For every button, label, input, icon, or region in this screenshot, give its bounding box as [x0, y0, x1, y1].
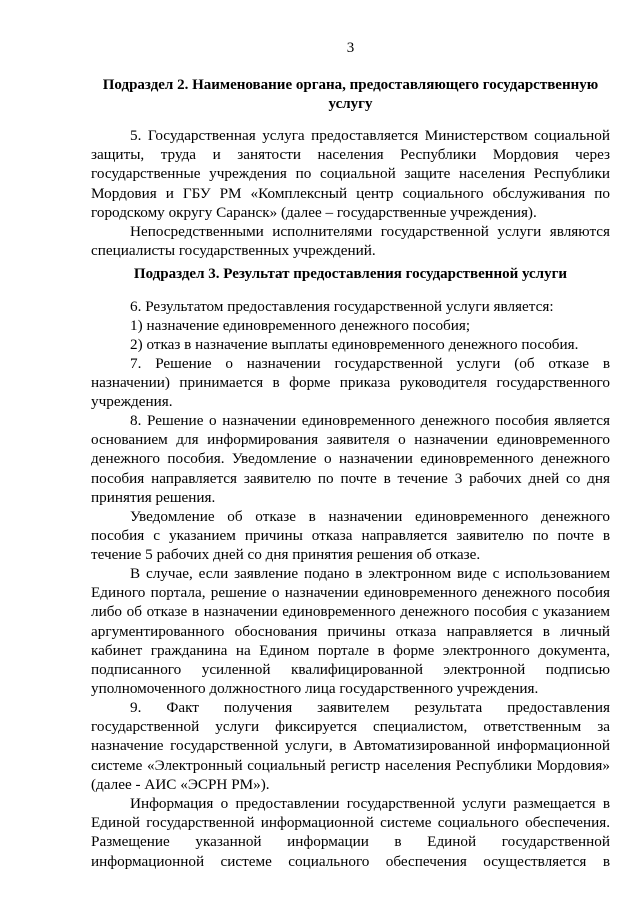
subsection-2-heading	[91, 76, 610, 114]
text-line: государственной услуги фиксируется специалистом, ответственным за	[91, 718, 610, 736]
text-line: 7. Решение о назначении государственной услуги (об отказе в	[130, 355, 610, 372]
text-line: уполномоченного должностного лица государственного учреждения.	[91, 680, 539, 698]
paragraph-executors	[91, 222, 610, 260]
heading-line: услугу	[328, 96, 373, 112]
paragraph-9	[91, 698, 610, 794]
text-line: подписанного усиленной квалифицированной электронной подписью	[91, 660, 610, 678]
text-line: учреждения.	[91, 393, 173, 411]
text-line: (далее - АИС «ЭСРН РМ»).	[91, 775, 270, 793]
text-line: защиты, труда и занятости населения Республики Мордовия через	[91, 146, 610, 164]
heading-line: Подраздел 3. Результат предоставления государственной услуги	[133, 266, 568, 282]
text-line: 8. Решение о назначении единовременного денежного пособия является	[130, 412, 610, 429]
text-line: Мордовия и ГБУ РМ «Комплексный центр социального обслуживания по	[91, 184, 610, 202]
text-line: государственные учреждения по социальной защите населения Республики	[91, 165, 610, 183]
text-line: течение 5 рабочих дней со дня принятия решения об отказе.	[91, 546, 481, 564]
text-line: кабинет гражданина на Едином портале в форме электронного документа,	[91, 641, 610, 659]
text-line: пособия направляется заявителю по почте в течение 3 рабочих дней со дня	[91, 469, 610, 487]
page-number: 3	[346, 40, 355, 56]
list-item-1	[91, 316, 610, 335]
text-line: В случае, если заявление подано в электронном виде с использованием	[130, 565, 610, 582]
paragraph-8	[91, 411, 610, 507]
subsection-3-heading	[91, 265, 610, 284]
text-line: 2) отказ в назначение выплаты единовременного денежного пособия.	[130, 336, 579, 353]
heading-line: Подраздел 2. Наименование органа, предоставляющего государственную	[102, 77, 599, 93]
text-line: аргументированного обоснования причины отказа направляется в личный	[91, 622, 610, 640]
paragraph-refusal-notice	[91, 507, 610, 565]
text-line: специалисты государственных учреждений.	[91, 242, 376, 260]
text-line: городскому округу Саранск» (далее – государственные учреждения).	[91, 203, 537, 221]
text-line: основанием для информирования заявителя о назначении единовременного	[91, 431, 610, 449]
paragraph-6	[91, 297, 610, 316]
text-line: назначение государственной услуги, в Автоматизированной информационной	[91, 737, 610, 755]
paragraph-electronic	[91, 564, 610, 698]
paragraph-5	[91, 126, 610, 222]
text-line: информационной системе социального обеспечения осуществляется в	[91, 852, 610, 870]
text-line: 1) назначение единовременного денежного пособия;	[130, 317, 471, 334]
text-line: Информация о предоставлении государственной услуги размещается в	[130, 795, 610, 812]
text-line: системе «Электронный социальный регистр населения Республики Мордовия»	[91, 756, 610, 774]
text-line: 5. Государственная услуга предоставляется Министерством социальной	[130, 127, 610, 144]
text-line: назначении) принимается в форме приказа руководителя государственного	[91, 374, 610, 392]
text-line: Уведомление об отказе в назначении единовременного денежного	[130, 508, 610, 525]
text-line: Единой государственной информационной системе социального обеспечения.	[91, 814, 610, 832]
text-line: денежного пособия. Уведомление о назначении единовременного денежного	[91, 450, 610, 468]
text-line: Размещение указанной информации в Единой государственной	[91, 833, 610, 851]
paragraph-info-placement	[91, 794, 610, 871]
text-line: 9. Факт получения заявителем результата предоставления	[130, 699, 610, 716]
text-line: пособия с указанием причины отказа направляется заявителю по почте в	[91, 527, 610, 545]
text-line: принятия решения.	[91, 488, 216, 506]
paragraph-7	[91, 354, 610, 412]
list-item-2	[91, 335, 610, 354]
text-line: Непосредственными исполнителями государственной услуги являются	[130, 223, 610, 240]
text-line: Единого портала, решение о назначении единовременного денежного пособия	[91, 584, 610, 602]
text-line: либо об отказе в назначении единовременного денежного пособия с указанием	[91, 603, 610, 621]
text-line: 6. Результатом предоставления государственной услуги является:	[130, 298, 554, 315]
